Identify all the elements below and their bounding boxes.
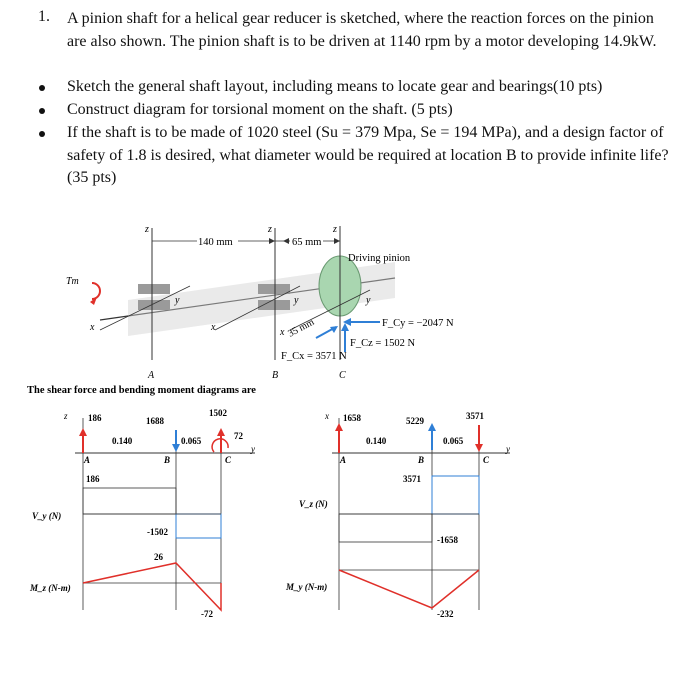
figure-label: 1502	[209, 408, 227, 418]
figure-label: x	[325, 411, 329, 421]
figure-label: -72	[201, 609, 213, 619]
dimension-65: 65 mm	[292, 237, 322, 248]
bullet-text: Sketch the general shaft layout, including means to locate gear and bearings(10 pts)	[67, 78, 603, 95]
point-a-label: A	[148, 370, 155, 381]
figure-label: V_y (N)	[32, 511, 62, 521]
axis-x-label: x	[211, 322, 216, 333]
axis-y-label: y	[175, 295, 180, 306]
figure-label: 3571	[403, 474, 421, 484]
figure-label: y	[506, 444, 510, 454]
figure-label: z	[64, 411, 68, 421]
right-diagram	[285, 411, 510, 619]
bullet-text: Construct diagram for torsional moment on the shaft. (5 pts)	[67, 101, 453, 118]
force-cx-label: F_Cx = 3571 N	[281, 351, 347, 362]
bearing-b	[258, 284, 290, 294]
figure-label: 0.140	[366, 436, 387, 446]
point-c-label: C	[339, 370, 346, 381]
figure-label: M_y (N-m)	[286, 582, 328, 592]
figure-label: -1658	[437, 535, 458, 545]
axis-x-label: x	[90, 322, 95, 333]
figure-label: 5229	[406, 416, 424, 426]
figure-label: A	[84, 455, 91, 465]
force-cy-label: F_Cy = −2047 N	[382, 318, 454, 329]
problem-number: 1.	[38, 8, 50, 25]
figure-label: 26	[154, 552, 163, 562]
axis-y-label: y	[366, 295, 371, 306]
force-cz-label: F_Cz = 1502 N	[350, 338, 416, 349]
figure-label: 72	[234, 431, 243, 441]
dimension-140: 140 mm	[198, 237, 233, 248]
driving-pinion-label: Driving pinion	[348, 253, 411, 264]
figure-label: B	[418, 455, 425, 465]
figure-label: B	[164, 455, 171, 465]
axis-z-label: z	[145, 224, 149, 235]
figure-label: 0.065	[181, 436, 202, 446]
figure-label: 3571	[466, 411, 484, 421]
axis-z-label: z	[333, 224, 337, 235]
torque-label: Tm	[66, 276, 79, 287]
left-diagram	[29, 408, 255, 619]
figure-label: -232	[437, 609, 454, 619]
figure-label: 1688	[146, 416, 164, 426]
axis-y-label: y	[294, 295, 299, 306]
bearing-a	[138, 284, 170, 294]
point-b-label: B	[272, 370, 279, 381]
figure-label: A	[340, 455, 347, 465]
axis-x-label: x	[280, 327, 285, 338]
figure-label: C	[225, 455, 232, 465]
figure-label: 186	[86, 474, 100, 484]
figure-label: -1502	[147, 527, 168, 537]
figure-label: M_z (N-m)	[30, 583, 71, 593]
figure-label: V_z (N)	[299, 499, 328, 509]
bullet-text: If the shaft is to be made of 1020 steel (Su = 379 Mpa, Se = 194 MPa), and a design factor of safety of 1.8 is desired, what diameter would be required at location B to provide infinite life? (35 pts)	[67, 124, 669, 186]
figure-label: 1658	[343, 413, 361, 423]
diagram-heading: The shear force and bending moment diagrams are	[27, 385, 256, 396]
axis-z-label: z	[268, 224, 272, 235]
torque-arrow-icon	[92, 283, 100, 299]
figure-label: 0.140	[112, 436, 133, 446]
figure-label: 186	[88, 413, 102, 423]
problem-stem: A pinion shaft for a helical gear reducer is sketched, where the reaction forces on the pinion are also shown. The pinion shaft is to be driven at 1140 rpm by a motor developing 14.9kW.	[67, 10, 657, 50]
figure-label: 0.065	[443, 436, 464, 446]
figure-label: y	[251, 444, 255, 454]
dimension-35: 35 mm	[286, 316, 317, 340]
figure-label: C	[483, 455, 490, 465]
